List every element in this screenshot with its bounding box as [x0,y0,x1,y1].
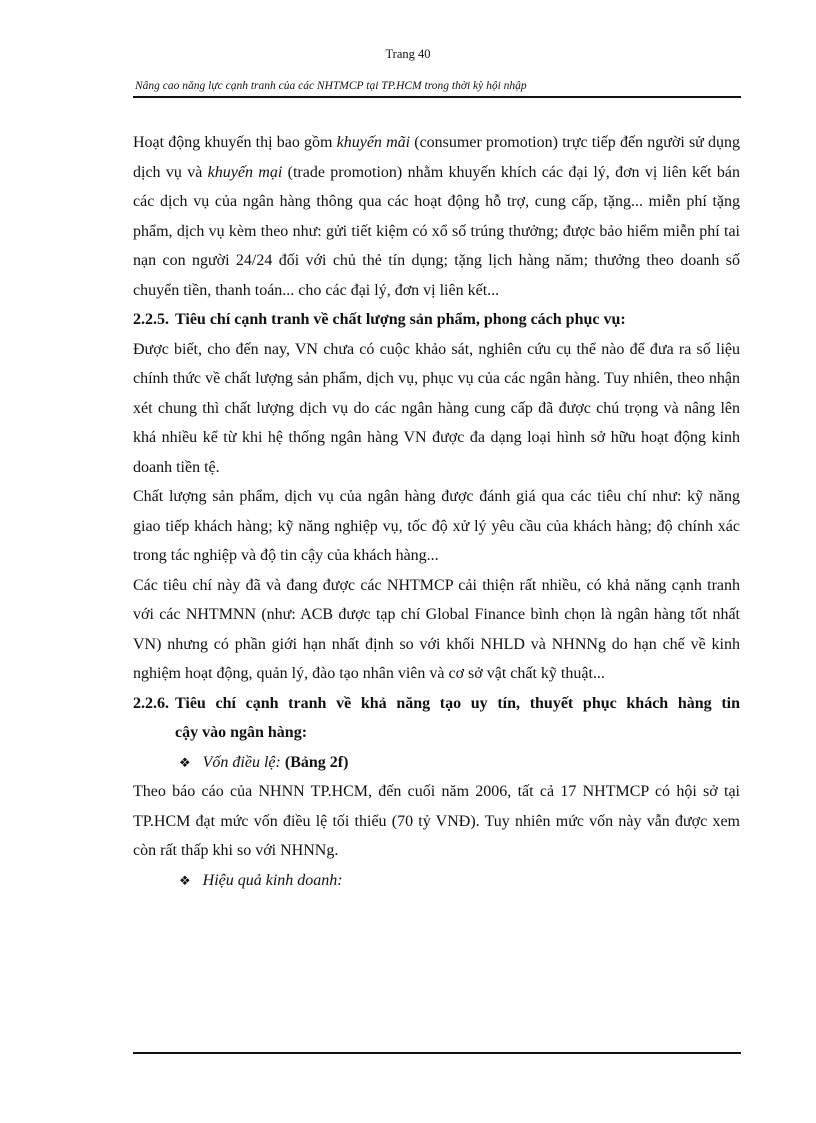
diamond-bullet-icon: ❖ [179,754,191,770]
running-header: Nâng cao năng lực cạnh tranh của các NHTMCP tại TP.HCM trong thời kỳ hội nhập [135,80,527,92]
header-rule [133,96,741,98]
bullet-von-dieu-le [133,748,740,778]
footer-rule [133,1052,741,1054]
body-text [133,128,740,895]
page-number: Trang 40 [385,47,431,61]
emphasis-khuyen-mai-trade: khuyến mại [207,163,283,181]
section-number: 2.2.5. [133,311,169,328]
paragraph-nhtmcp-improvement: Các tiêu chí này đã và đang được các NHTMCP cải thiện rất nhiều, có khả năng cạnh tranh với các NHTMNN (như: ACB được tạp chí Global Finance bình chọn là ngân hàng tốt nhất VN) nhưng có phần giới hạn nhất định so với khối NHLD và NHNNg do hạn chế về kinh nghiệm hoạt động, quản lý, đào tạo nhân viên và cơ sở vật chất kỹ thuật... [133,576,740,682]
heading-2-2-5 [133,305,740,335]
text-run: (trade promotion) nhằm khuyến khích các đại lý, đơn vị liên kết bán các dịch vụ của ngân hàng thông qua các hoạt động hỗ trợ, cung cấp, tặng... miễn phí tặng phẩm, dịch vụ kèm theo như: gửi tiết kiệm có xổ số trúng thưởng; được bảo hiểm miễn phí tai nạn con người 24/24 đối với chủ thẻ tín dụng; tặng lịch hàng năm; thưởng theo doanh số chuyển tiền, thanh toán... cho các đại lý, đơn vị liên kết... [133,163,740,299]
bullet-label: Vốn điều lệ: [202,753,281,771]
text-run: (consumer promotion) trực tiếp đến người sử dụng dịch vụ và [133,134,741,181]
diamond-bullet-icon: ❖ [179,872,191,888]
bullet-label: Hiệu quả kinh doanh: [202,871,343,889]
heading-2-2-6 [133,689,740,748]
paragraph-quality-survey: Được biết, cho đến nay, VN chưa có cuộc khảo sát, nghiên cứu cụ thể nào để đưa ra số liệu chính thức về chất lượng sản phẩm, dịch vụ, phục vụ của các ngân hàng. Tuy nhiên, theo nhận xét chung thì chất lượng dịch vụ do các ngân hàng cung cấp đã được chú trọng và nâng lên khá nhiều kể từ khi hệ thống ngân hàng VN được đa dạng loại hình sở hữu hoạt động kinh doanh tiền tệ. [133,340,740,476]
paragraph-charter-capital: Theo báo cáo của NHNN TP.HCM, đến cuối năm 2006, tất cả 17 NHTMCP có hội sở tại TP.HCM đạt mức vốn điều lệ tối thiểu (70 tỷ VNĐ). Tuy nhiên mức vốn này vẫn được xem còn rất thấp khi so với NHNNg. [133,783,740,859]
section-title-line2: cậy vào ngân hàng: [175,724,308,741]
table-reference: (Bảng 2f) [284,753,349,771]
text-run: Hoạt động khuyến thị bao gồm [133,134,337,151]
section-title: Tiêu chí cạnh tranh về chất lượng sản phẩm, phong cách phục vụ: [175,311,626,328]
section-title-line1: Tiêu chí cạnh tranh về khả năng tạo uy tín, thuyết phục khách hàng tin [175,694,740,712]
section-number: 2.2.6. [133,694,169,712]
emphasis-khuyen-mai: khuyến mãi [336,134,411,151]
bullet-hieu-qua-kinh-doanh [133,866,740,896]
paragraph-quality-criteria: Chất lượng sản phẩm, dịch vụ của ngân hàng được đánh giá qua các tiêu chí như: kỹ năng giao tiếp khách hàng; kỹ năng nghiệp vụ, tốc độ xử lý yêu cầu của khách hàng; độ chính xác trong tác nghiệp và độ tin cậy của khách hàng... [133,488,740,564]
paragraph-promotion [133,128,740,305]
